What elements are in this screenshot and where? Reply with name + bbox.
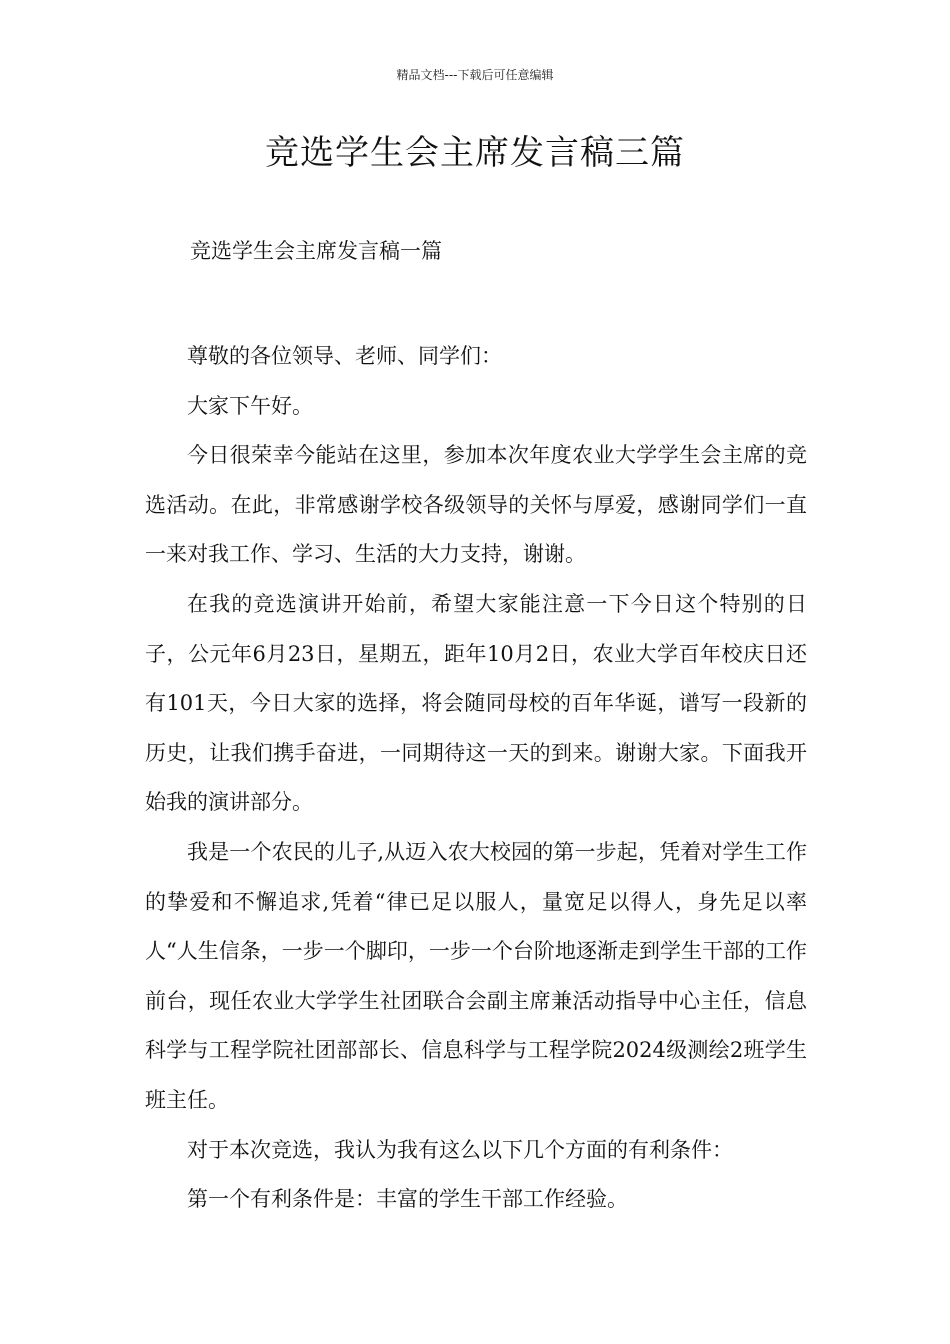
section-title: 竞选学生会主席发言稿一篇 xyxy=(190,239,442,263)
paragraph: 在我的竞选演讲开始前，希望大家能注意一下今日这个特别的日子，公元年6月23日，星期五，距年10月2日，农业大学百年校庆日还有101天，今日大家的选择，将会随同母校的百年华诞，谱写一段新的历史，让我们携手奋进，一同期待这一天的到来。谢谢大家。下面我开始我的演讲部分。 xyxy=(145,591,807,815)
document-title: 竞选学生会主席发言稿三篇 xyxy=(265,133,685,173)
document-body xyxy=(145,332,807,1225)
paragraph: 今日很荣幸今能站在这里，参加本次年度农业大学学生会主席的竞选活动。在此，非常感谢学校各级领导的关怀与厚爱，感谢同学们一直一来对我工作、学习、生活的大力支持，谢谢。 xyxy=(145,443,807,567)
paragraph: 第一个有利条件是：丰富的学生干部工作经验。 xyxy=(187,1187,628,1212)
page-header-note: 精品文档---下载后可任意编辑 xyxy=(396,68,554,82)
paragraph-salutation: 尊敬的各位领导、老师、同学们： xyxy=(187,344,502,368)
paragraph: 对于本次竞选，我认为我有这么以下几个方面的有利条件： xyxy=(187,1137,733,1162)
paragraph-greeting: 大家下午好。 xyxy=(187,393,313,418)
paragraph: 我是一个农民的儿子,从迈入农大校园的第一步起，凭着对学生工作的挚爱和不懈追求,凭着“律已足以服人，量宽足以得人，身先足以率人“人生信条，一步一个脚印，一步一个台阶地逐渐走到学生干部的工作前台，现任农业大学学生社团联合会副主席兼活动指导中心主任，信息科学与工程学院社团部部长、信息科学与工程学院2024级测绘2班学生班主任。 xyxy=(145,839,807,1112)
